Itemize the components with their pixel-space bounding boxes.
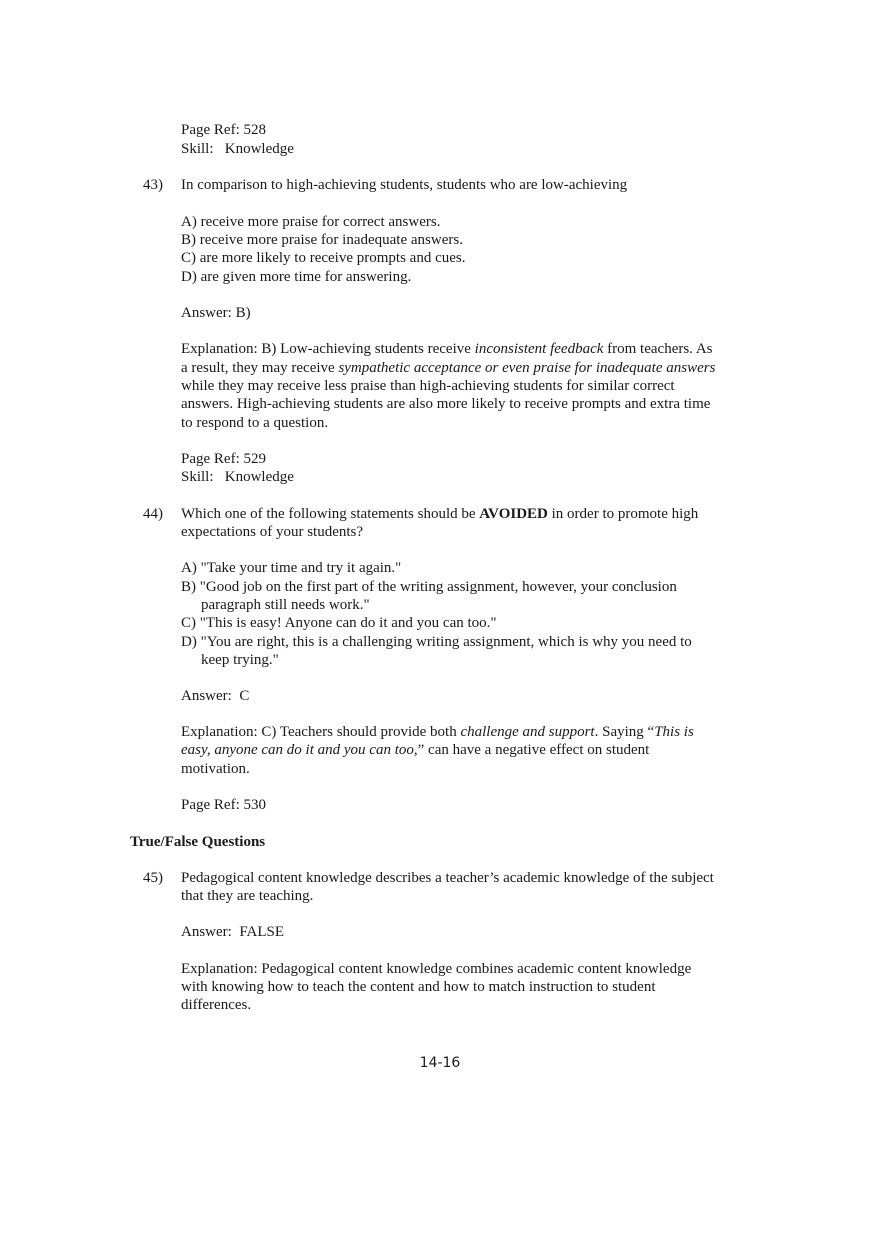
explanation-emphasis: sympathetic acceptance or even praise for inadequate answers xyxy=(338,360,716,376)
explanation-text: Explanation: C) Teachers should provide both xyxy=(181,724,461,740)
question-44-option-b xyxy=(181,578,677,597)
option-label: A) xyxy=(181,560,197,576)
question-43-option-d: D) are given more time for answering. xyxy=(181,269,412,285)
question-44-explanation-line-1 xyxy=(181,723,694,742)
question-45-number: 45) xyxy=(143,870,163,886)
section-title: True/False Questions xyxy=(130,834,266,850)
question-text: Which one of the following statements should be xyxy=(181,506,480,522)
question-45-text-line-1: Pedagogical content knowledge describes a teacher’s academic knowledge of the subject xyxy=(181,870,714,886)
skill-label: Skill: Knowledge xyxy=(181,469,294,485)
question-44-option-d-cont: keep trying." xyxy=(201,652,279,668)
question-43-option-b: B) receive more praise for inadequate answers. xyxy=(181,232,463,248)
skill-label: Skill: Knowledge xyxy=(181,141,294,157)
question-44-explanation-line-3: motivation. xyxy=(181,761,250,777)
page-ref-530: Page Ref: 530 xyxy=(181,797,266,813)
question-44-text-line-2: expectations of your students? xyxy=(181,524,364,540)
explanation-text: ,” can have a negative effect on student xyxy=(413,742,650,758)
question-45-explanation-line-3: differences. xyxy=(181,997,252,1013)
explanation-text: Explanation: B) Low-achieving students receive xyxy=(181,341,475,357)
question-44-text-line-1 xyxy=(181,505,698,524)
question-44-explanation-line-2 xyxy=(181,741,649,760)
question-text: in order to promote high xyxy=(547,506,699,522)
question-45-text-line-2: that they are teaching. xyxy=(181,888,314,904)
page-ref-529: Page Ref: 529 xyxy=(181,451,266,467)
option-label: D) xyxy=(181,634,197,650)
option-text: "Take your time and try it again." xyxy=(200,560,402,576)
question-44-answer: Answer: C xyxy=(181,688,250,704)
option-text: "You are right, this is a challenging writing assignment, which is why you need to xyxy=(200,634,692,650)
question-43-text: In comparison to high-achieving students, students who are low-achieving xyxy=(181,177,628,193)
option-label: B) xyxy=(181,579,196,595)
page-number: 14-16 xyxy=(419,1055,461,1071)
question-43-explanation-line-3: while they may receive less praise than high-achieving students for similar correct xyxy=(181,378,675,394)
explanation-text: . Saying “ xyxy=(594,724,655,740)
question-43-number: 43) xyxy=(143,177,163,193)
question-44-option-c xyxy=(181,614,497,633)
question-45-explanation-line-2: with knowing how to teach the content and how to match instruction to student xyxy=(181,979,656,995)
question-45-explanation-line-1: Explanation: Pedagogical content knowledge combines academic content knowledge xyxy=(181,961,692,977)
question-43-answer: Answer: B) xyxy=(181,305,251,321)
question-44-option-b-cont: paragraph still needs work." xyxy=(201,597,370,613)
explanation-text: from teachers. As xyxy=(603,341,713,357)
question-44-option-a xyxy=(181,559,401,578)
page-ref-528: Page Ref: 528 xyxy=(181,122,266,138)
question-43-explanation-line-1 xyxy=(181,340,713,359)
question-44-number: 44) xyxy=(143,506,163,522)
option-text: "Good job on the first part of the writing assignment, however, your conclusion xyxy=(199,579,677,595)
explanation-emphasis: inconsistent feedback xyxy=(474,341,604,357)
question-45-answer: Answer: FALSE xyxy=(181,924,285,940)
option-text: "This is easy! Anyone can do it and you can too." xyxy=(199,615,497,631)
question-emphasis: AVOIDED xyxy=(479,506,548,522)
question-43-explanation-line-2 xyxy=(181,359,715,378)
question-43-explanation-line-4: answers. High-achieving students are also more likely to receive prompts and extra time xyxy=(181,396,711,412)
question-43-explanation-line-5: to respond to a question. xyxy=(181,415,329,431)
explanation-emphasis: This is xyxy=(654,724,694,740)
question-44-option-d xyxy=(181,633,692,652)
explanation-text: a result, they may receive xyxy=(181,360,339,376)
question-43-option-a: A) receive more praise for correct answers. xyxy=(181,214,441,230)
question-43-option-c: C) are more likely to receive prompts and cues. xyxy=(181,250,466,266)
option-label: C) xyxy=(181,615,196,631)
explanation-emphasis: easy, anyone can do it and you can too xyxy=(181,742,414,758)
explanation-emphasis: challenge and support xyxy=(460,724,595,740)
